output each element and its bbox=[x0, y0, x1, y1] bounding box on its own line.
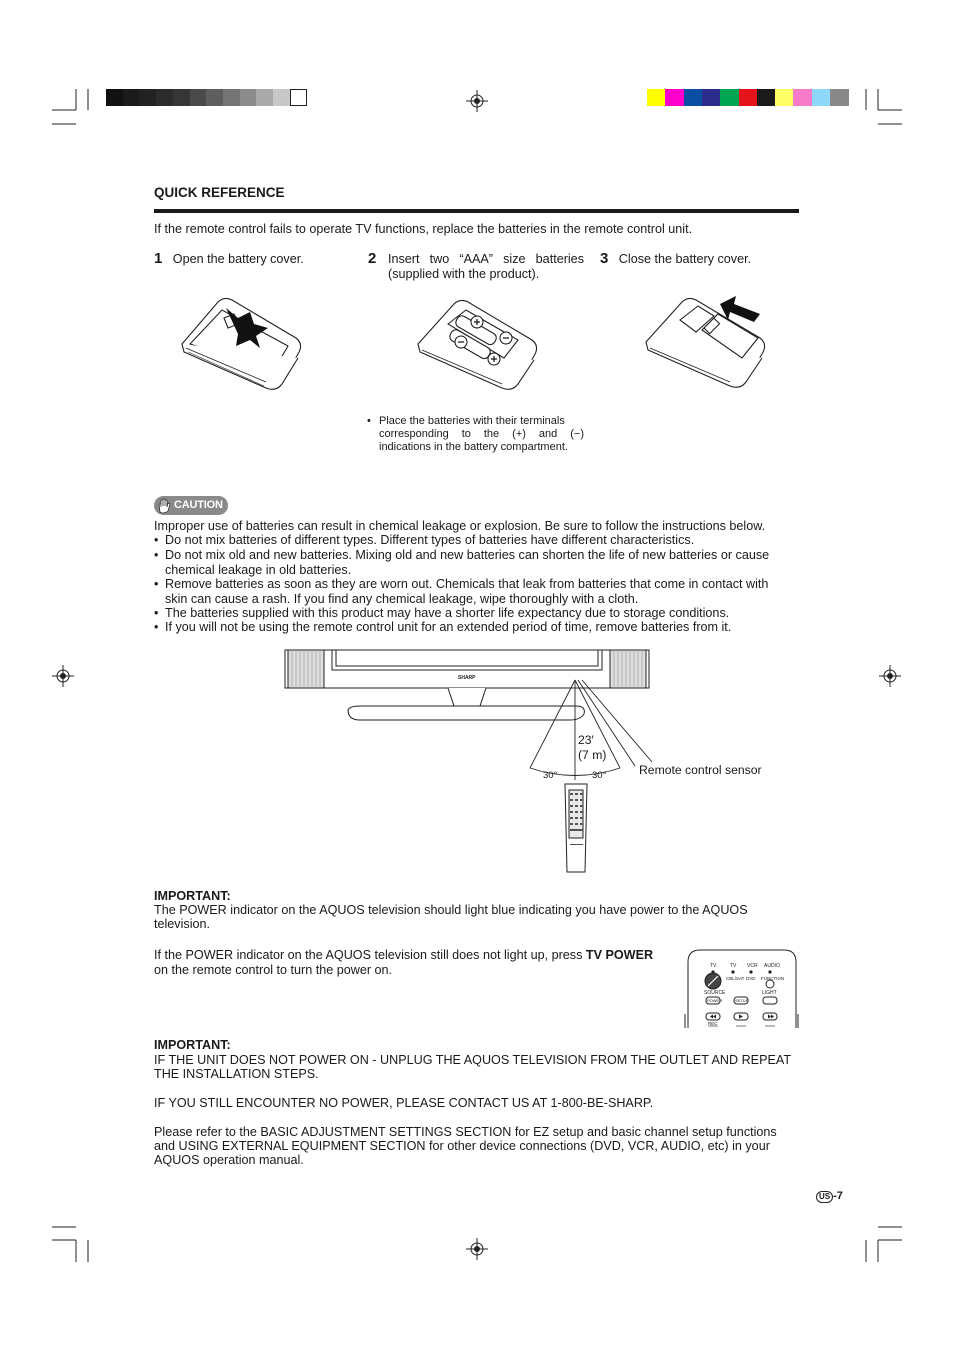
remote-open-cover-illustration bbox=[178, 296, 306, 396]
caution-item-line2: chemical leakage in old batteries. bbox=[165, 562, 352, 577]
step-1-number: 1 bbox=[154, 250, 163, 267]
gray-swatch bbox=[190, 89, 207, 106]
important-text-2-line2: THE INSTALLATION STEPS. bbox=[154, 1067, 319, 1081]
range-distance-metric: (7 m) bbox=[578, 748, 607, 762]
remote-label-tv2: TV bbox=[730, 963, 737, 969]
gray-swatch bbox=[273, 89, 290, 106]
battery-note-line1: Place the batteries with their terminals bbox=[379, 415, 565, 427]
color-swatch bbox=[720, 89, 739, 106]
caution-item bbox=[154, 620, 804, 635]
remote-closeup bbox=[684, 948, 799, 1028]
color-swatch bbox=[812, 89, 831, 106]
caution-bullet: • bbox=[154, 548, 159, 562]
intro-text: If the remote control fails to operate TV functions, replace the batteries in the remote control unit. bbox=[154, 222, 693, 236]
gray-swatch bbox=[106, 89, 123, 106]
gray-swatch bbox=[156, 89, 173, 106]
remote-label-audio: AUDIO bbox=[764, 963, 780, 969]
step-1 bbox=[154, 250, 304, 268]
caution-bullet: • bbox=[154, 606, 159, 620]
step-3-number: 3 bbox=[600, 250, 609, 267]
caution-item-line1: Do not mix old and new batteries. Mixing old and new batteries can shorten the life of new batteries or cause bbox=[165, 548, 770, 562]
remote-sensor-label: Remote control sensor bbox=[639, 763, 762, 777]
gray-swatch bbox=[123, 89, 140, 106]
page-number bbox=[816, 1190, 843, 1203]
caution-item-line2: skin can cause a rash. If you find any chemical leakage, wipe thoroughly with a cloth. bbox=[165, 591, 639, 606]
step-2-number: 2 bbox=[368, 250, 377, 267]
remote-label-function: FUNCTION bbox=[761, 976, 785, 981]
refer-line3: AQUOS operation manual. bbox=[154, 1153, 304, 1167]
caution-item bbox=[154, 533, 804, 548]
color-swatch bbox=[757, 89, 776, 106]
caution-item-line1: If you will not be using the remote control unit for an extended period of time, remove batteries from it. bbox=[165, 620, 732, 634]
step-2-text-line2: (supplied with the product). bbox=[388, 267, 540, 281]
color-swatch bbox=[702, 89, 721, 106]
step-2-text-line1: Insert two “AAA” size batteries bbox=[388, 252, 584, 266]
caution-badge bbox=[154, 496, 228, 515]
range-distance: 23′ bbox=[578, 733, 594, 747]
remote-label-source: SOURCE bbox=[704, 990, 726, 996]
caution-label: CAUTION bbox=[174, 499, 223, 511]
step-3-text: Close the battery cover. bbox=[618, 252, 752, 266]
title-rule bbox=[154, 209, 799, 213]
remote-label-tv: TV bbox=[710, 963, 717, 969]
important-heading-1: IMPORTANT: bbox=[154, 889, 231, 903]
caution-intro: Improper use of batteries can result in chemical leakage or explosion. Be sure to follow the instructions below. bbox=[154, 519, 766, 533]
gray-swatch bbox=[240, 89, 257, 106]
region-badge: US bbox=[816, 1191, 833, 1203]
important-text-1-line2: television. bbox=[154, 917, 211, 931]
important-text-1-line1: The POWER indicator on the AQUOS television should light blue indicating you have power to the AQUOS bbox=[154, 903, 748, 917]
caution-item-line1: Do not mix batteries of different types. Different types of batteries have different characteristics. bbox=[165, 533, 695, 547]
color-swatch bbox=[684, 89, 703, 106]
contact-text: IF YOU STILL ENCOUNTER NO POWER, PLEASE CONTACT US AT 1-800-BE-SHARP. bbox=[154, 1096, 654, 1110]
power-note-line1 bbox=[154, 948, 653, 963]
gray-swatch bbox=[139, 89, 156, 106]
color-swatch bbox=[775, 89, 794, 106]
gray-swatch bbox=[290, 89, 307, 106]
refer-line2: and USING EXTERNAL EQUIPMENT SECTION for other device connections (DVD, VCR, AUDIO, etc) in your bbox=[154, 1139, 770, 1153]
refer-line1: Please refer to the BASIC ADJUSTMENT SETTINGS SECTION for EZ setup and basic channel setup functions bbox=[154, 1125, 777, 1139]
remote-label-rec: REC bbox=[708, 1021, 718, 1026]
color-swatch bbox=[647, 89, 666, 106]
section-title: QUICK REFERENCE bbox=[154, 185, 285, 200]
important-heading-2: IMPORTANT: bbox=[154, 1038, 231, 1052]
tv-power-key-label: TV POWER bbox=[585, 948, 654, 962]
range-angle-left: 30° bbox=[543, 770, 558, 781]
battery-note-bullet: • bbox=[367, 415, 371, 427]
range-angle-right: 30° bbox=[592, 770, 607, 781]
caution-item bbox=[154, 606, 804, 621]
remote-close-cover-illustration bbox=[642, 294, 778, 394]
caution-bullet: • bbox=[154, 533, 159, 547]
caution-bullet: • bbox=[154, 577, 159, 591]
gray-swatch bbox=[173, 89, 190, 106]
remote-label-setup: SETUP bbox=[735, 998, 749, 1003]
color-swatch bbox=[830, 89, 849, 106]
remote-label-dvd: DVD bbox=[746, 976, 756, 981]
step-3 bbox=[600, 250, 751, 268]
power-note-prefix: If the POWER indicator on the AQUOS television still does not light up, press bbox=[154, 948, 586, 962]
gray-swatch bbox=[206, 89, 223, 106]
battery-note-line3: indications in the battery compartment. bbox=[379, 441, 568, 453]
remote-label-power: POWER bbox=[707, 998, 723, 1003]
remote-insert-batteries-illustration bbox=[414, 300, 542, 396]
caution-item-line1: Remove batteries as soon as they are worn out. Chemicals that leak from batteries that come in contact with bbox=[165, 577, 769, 591]
page-number-text: -7 bbox=[833, 1190, 843, 1202]
tv-brand-logo: SHARP bbox=[458, 675, 476, 681]
caution-item-line1: The batteries supplied with this product may have a shorter life expectancy due to storage conditions. bbox=[165, 606, 730, 620]
caution-item bbox=[154, 577, 804, 606]
color-swatch bbox=[793, 89, 812, 106]
step-1-text: Open the battery cover. bbox=[172, 252, 304, 266]
hand-icon bbox=[156, 497, 174, 514]
caution-item bbox=[154, 548, 804, 577]
remote-label-light: LIGHT bbox=[762, 990, 777, 996]
color-swatch bbox=[739, 89, 758, 106]
color-swatch bbox=[665, 89, 684, 106]
power-note-line2: on the remote control to turn the power on. bbox=[154, 963, 393, 977]
remote-label-cblsat: CBL/SAT bbox=[726, 976, 745, 981]
important-text-2-line1: IF THE UNIT DOES NOT POWER ON - UNPLUG THE AQUOS TELEVISION FROM THE OUTLET AND REPEAT bbox=[154, 1053, 792, 1067]
remote-label-vcr: VCR bbox=[747, 963, 758, 969]
gray-swatch bbox=[256, 89, 273, 106]
gray-swatch bbox=[223, 89, 240, 106]
caution-bullet: • bbox=[154, 620, 159, 634]
battery-note-line2: corresponding to the (+) and (−) bbox=[379, 428, 584, 440]
